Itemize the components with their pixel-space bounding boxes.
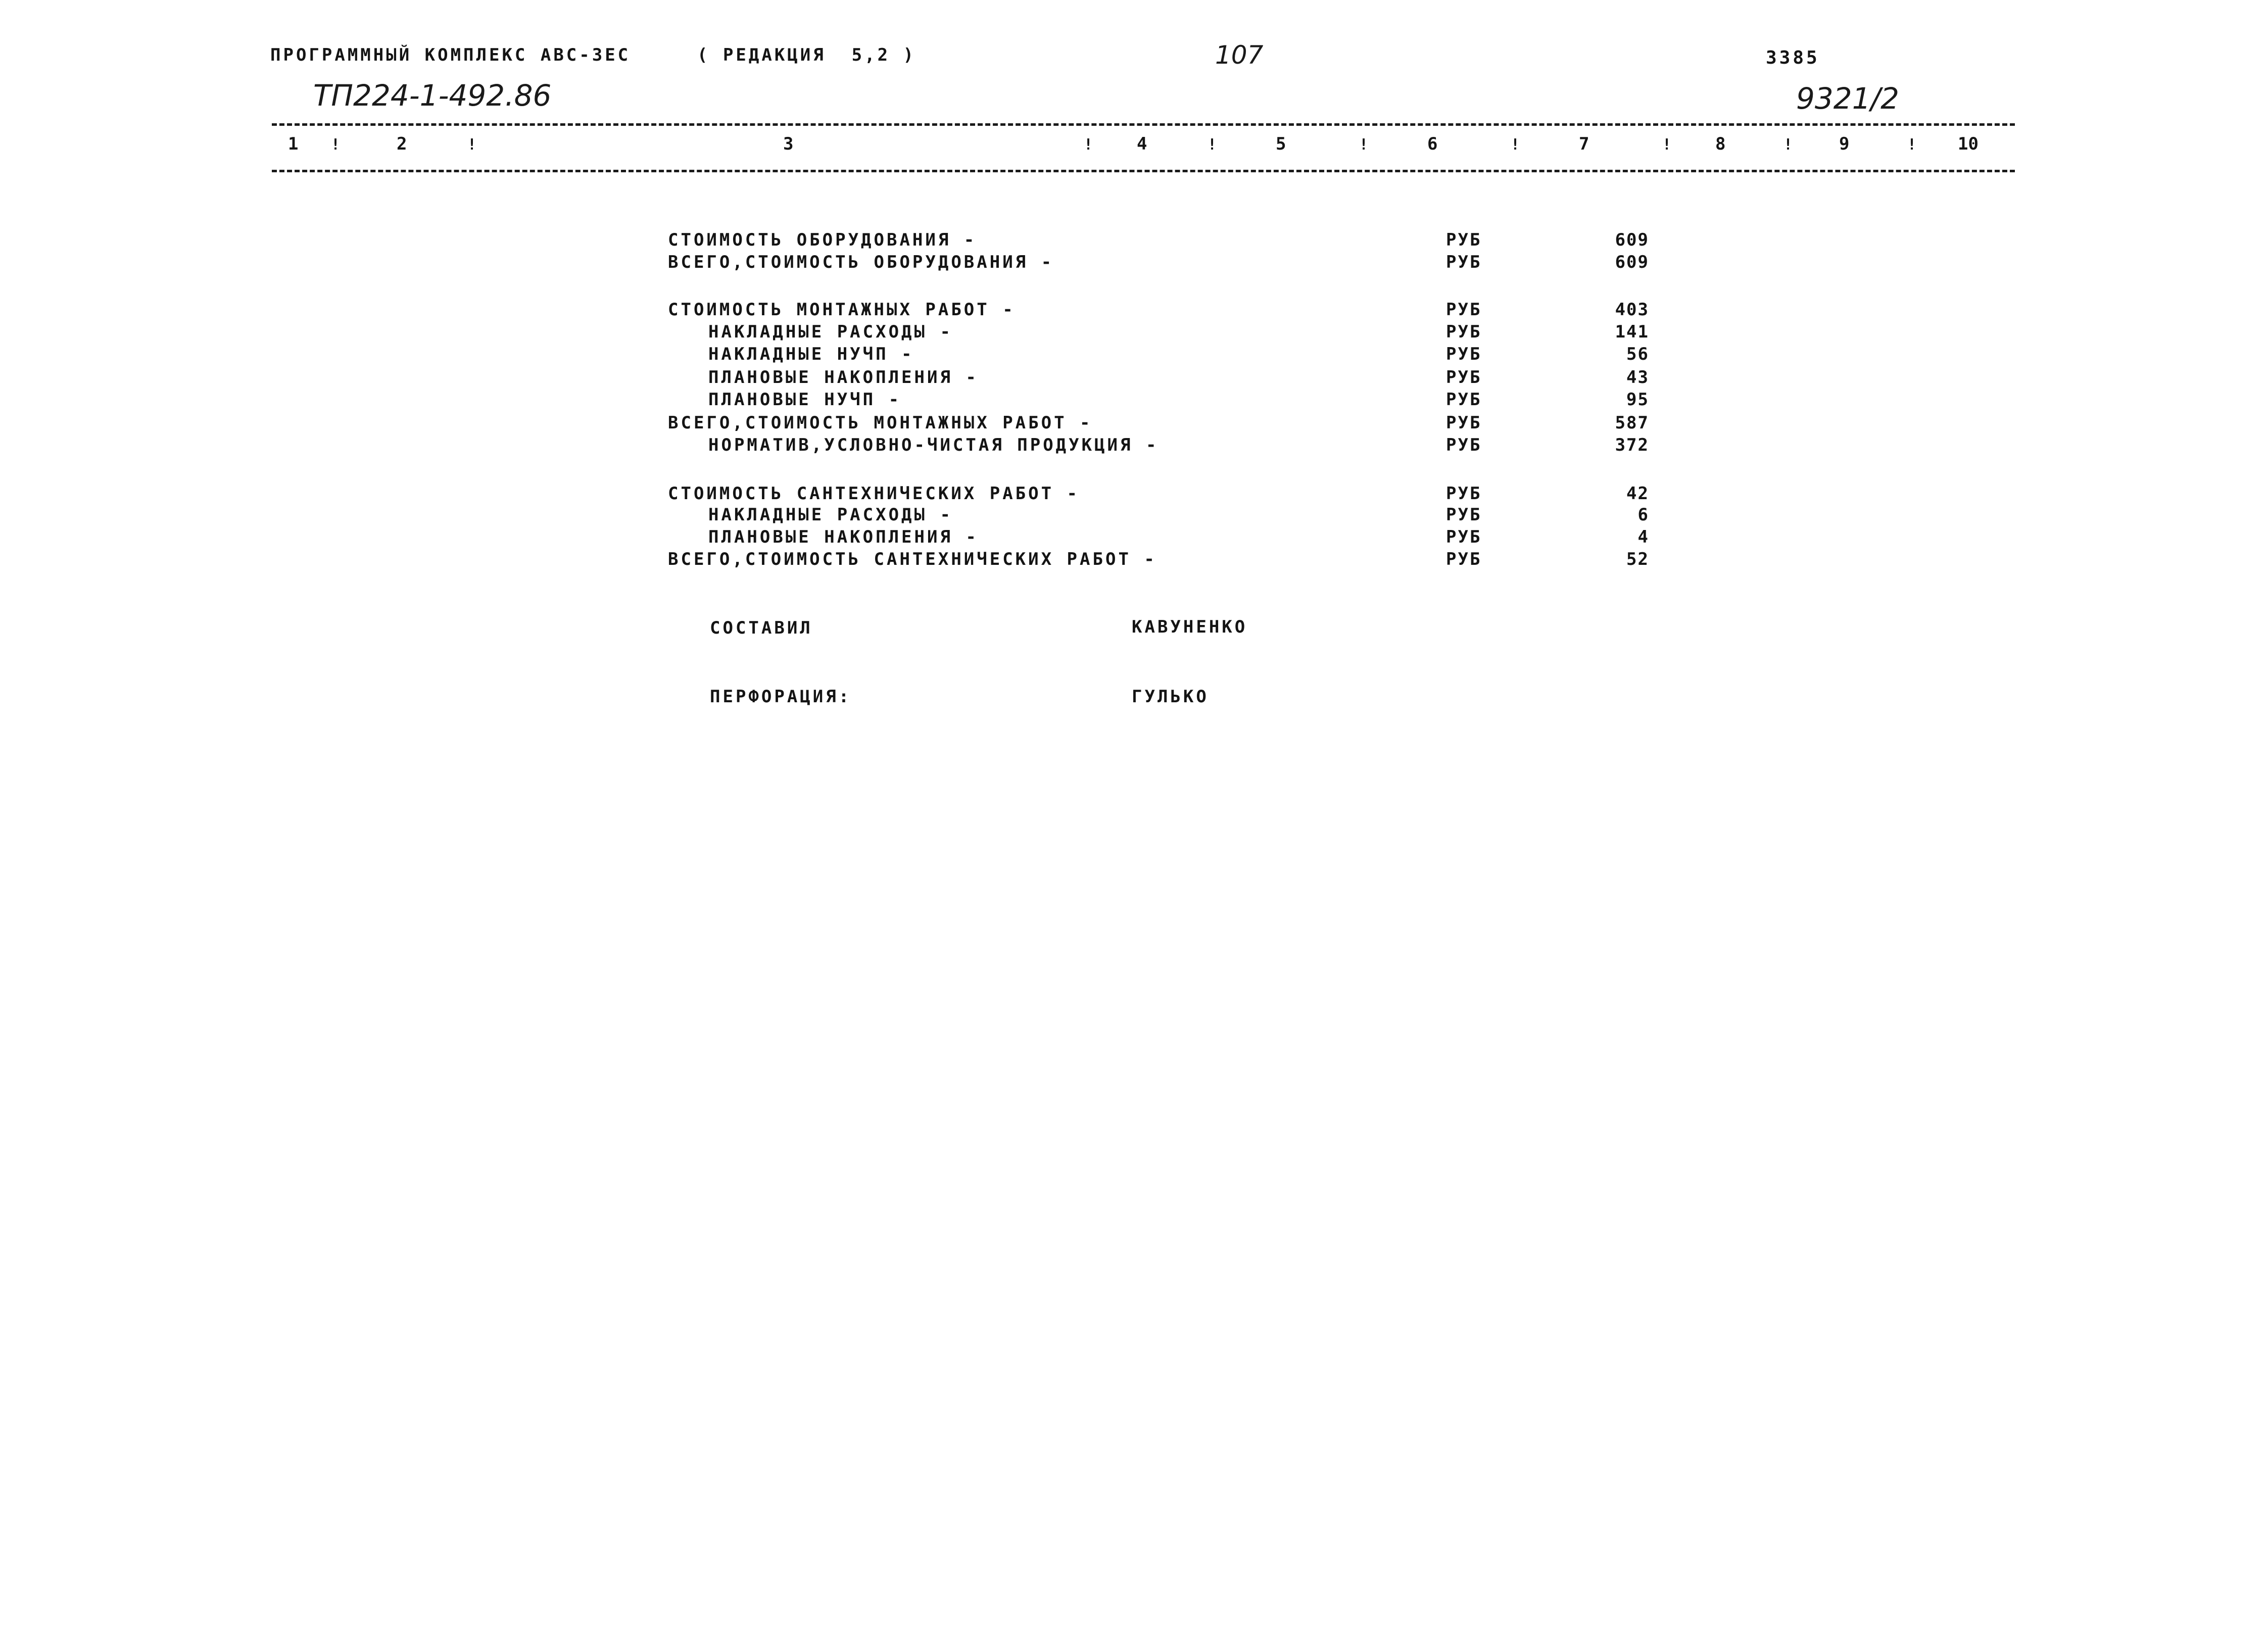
column-separator: !: [1662, 136, 1672, 154]
cost-row-label: СТОИМОСТЬ САНТЕХНИЧЕСКИХ РАБОТ -: [668, 484, 1080, 504]
cost-row: [668, 485, 1678, 505]
cost-row-label: ПЛАНОВЫЕ НАКОПЛЕНИЯ -: [708, 527, 979, 547]
cost-row-label: ВСЕГО,СТОИМОСТЬ МОНТАЖНЫХ РАБОТ -: [668, 413, 1093, 433]
edition-label: ( РЕДАКЦИЯ 5,2 ): [697, 45, 916, 65]
cost-row-label: ПЛАНОВЫЕ НАКОПЛЕНИЯ -: [708, 367, 979, 388]
cost-row-unit: РУБ: [1446, 322, 1482, 342]
column-number: 2: [397, 134, 407, 154]
program-title: ПРОГРАММНЫЙ КОМПЛЕКС АВС-ЗЕС: [270, 45, 631, 65]
cost-row-unit: РУБ: [1446, 505, 1482, 525]
cost-row-value: 141: [1615, 322, 1649, 342]
cost-row-unit: РУБ: [1446, 527, 1482, 547]
cost-row-value: 372: [1615, 435, 1649, 455]
column-separator: !: [1907, 136, 1917, 154]
cost-row-unit: РУБ: [1446, 300, 1482, 320]
header-rule-top: [272, 123, 2015, 126]
cost-row-unit: РУБ: [1446, 252, 1482, 272]
cost-row-value: 43: [1626, 367, 1649, 388]
cost-row: [668, 346, 1678, 366]
cost-row: [668, 391, 1678, 411]
cost-row-value: 95: [1626, 390, 1649, 410]
cost-row-label: НАКЛАДНЫЕ РАСХОДЫ -: [708, 505, 953, 525]
cost-row-label: ПЛАНОВЫЕ НУЧП -: [708, 390, 902, 410]
column-number: 10: [1958, 134, 1979, 154]
cost-row-label: НАКЛАДНЫЕ РАСХОДЫ -: [708, 322, 953, 342]
column-separator: !: [1359, 136, 1369, 154]
column-separator: !: [1084, 136, 1093, 154]
cost-row-label: НАКЛАДНЫЕ НУЧП -: [708, 344, 914, 364]
cost-row: [668, 254, 1678, 274]
cost-row-value: 42: [1626, 484, 1649, 504]
cost-row: [668, 323, 1678, 344]
column-number: 3: [783, 134, 794, 154]
column-separator: !: [467, 136, 477, 154]
column-number: 7: [1579, 134, 1589, 154]
compiled-by-label: СОСТАВИЛ: [710, 618, 813, 638]
punched-by-label: ПЕРФОРАЦИЯ:: [710, 687, 852, 707]
column-separator: !: [1783, 136, 1793, 154]
cost-row-unit: РУБ: [1446, 484, 1482, 504]
cost-row: [668, 437, 1678, 457]
project-code: ТП224-1-492.86: [313, 78, 552, 113]
cost-row-unit: РУБ: [1446, 367, 1482, 388]
cost-row-label: НОРМАТИВ,УСЛОВНО-ЧИСТАЯ ПРОДУКЦИЯ -: [708, 435, 1159, 455]
document-number: 3385: [1766, 47, 1820, 68]
sheet-code: 9321/2: [1796, 81, 1900, 116]
column-separator: !: [1208, 136, 1217, 154]
cost-row-label: СТОИМОСТЬ ОБОРУДОВАНИЯ -: [668, 230, 977, 250]
cost-row-unit: РУБ: [1446, 344, 1482, 364]
cost-row-value: 609: [1615, 252, 1649, 272]
cost-row-unit: РУБ: [1446, 230, 1482, 250]
punched-by-name: ГУЛЬКО: [1132, 687, 1209, 707]
header-rule-bottom: [272, 170, 2015, 172]
column-separator: !: [1511, 136, 1520, 154]
cost-row-value: 587: [1615, 413, 1649, 433]
cost-row: [668, 506, 1678, 526]
cost-row-label: ВСЕГО,СТОИМОСТЬ ОБОРУДОВАНИЯ -: [668, 252, 1054, 272]
cost-row-value: 609: [1615, 230, 1649, 250]
cost-row-unit: РУБ: [1446, 390, 1482, 410]
page-number: 107: [1215, 40, 1264, 70]
cost-row-value: 56: [1626, 344, 1649, 364]
cost-row-unit: РУБ: [1446, 413, 1482, 433]
column-number: 6: [1427, 134, 1438, 154]
column-number: 9: [1839, 134, 1850, 154]
cost-row: [668, 301, 1678, 321]
column-separator: !: [331, 136, 341, 154]
cost-row-label: ВСЕГО,СТОИМОСТЬ САНТЕХНИЧЕСКИХ РАБОТ -: [668, 549, 1157, 569]
cost-row: [668, 369, 1678, 389]
cost-row: [668, 551, 1678, 571]
cost-row-unit: РУБ: [1446, 549, 1482, 569]
cost-row-unit: РУБ: [1446, 435, 1482, 455]
cost-row-value: 403: [1615, 300, 1649, 320]
column-number: 1: [288, 134, 299, 154]
cost-row-value: 6: [1637, 505, 1649, 525]
cost-row-label: СТОИМОСТЬ МОНТАЖНЫХ РАБОТ -: [668, 300, 1016, 320]
column-number: 5: [1276, 134, 1286, 154]
column-number: 8: [1715, 134, 1726, 154]
cost-row-value: 52: [1626, 549, 1649, 569]
cost-row: [668, 414, 1678, 435]
cost-row-value: 4: [1637, 527, 1649, 547]
cost-row: [668, 231, 1678, 252]
cost-row: [668, 528, 1678, 549]
compiled-by-name: КАВУНЕНКО: [1132, 617, 1248, 637]
column-number: 4: [1137, 134, 1147, 154]
